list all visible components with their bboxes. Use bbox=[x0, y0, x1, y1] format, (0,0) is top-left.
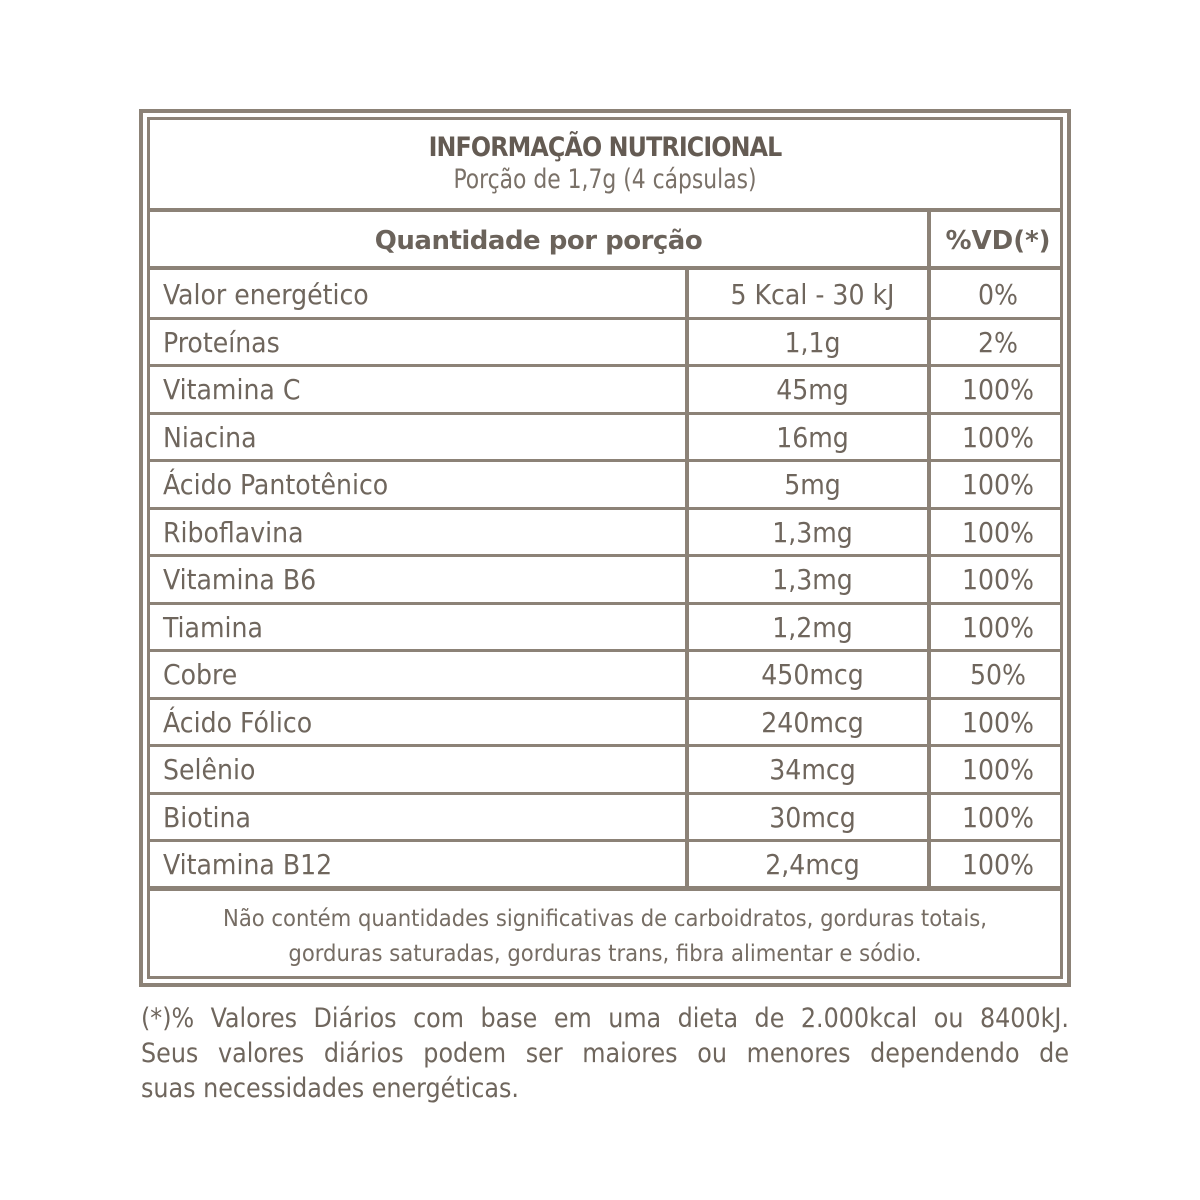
nutrient-daily-value: 100% bbox=[961, 420, 1034, 454]
divider-line bbox=[150, 208, 1060, 212]
nutrient-row bbox=[150, 320, 1060, 368]
nutrient-rows bbox=[150, 272, 1060, 890]
nutrient-daily-value: 50% bbox=[970, 658, 1026, 691]
nutrient-name: Vitamina C bbox=[163, 373, 301, 406]
nutrient-quantity: 2,4mcg bbox=[765, 848, 860, 881]
nutrient-name: Proteínas bbox=[163, 325, 280, 359]
table-title: INFORMAÇÃO NUTRICIONAL bbox=[428, 132, 782, 163]
nutrient-daily-value: 100% bbox=[961, 705, 1034, 739]
nutrient-quantity: 5mg bbox=[784, 468, 841, 501]
nutrient-name: Selênio bbox=[163, 753, 256, 786]
nutrient-quantity: 1,1g bbox=[784, 325, 841, 359]
divider-line bbox=[150, 266, 1060, 270]
nutrient-daily-value: 0% bbox=[978, 278, 1018, 311]
nutrient-daily-value: 100% bbox=[961, 468, 1034, 501]
nutrient-daily-value: 100% bbox=[961, 800, 1034, 834]
nutrient-name: Tiamina bbox=[163, 610, 263, 644]
divider-line bbox=[150, 886, 1060, 891]
nutrient-row bbox=[150, 462, 1060, 510]
column-header-row bbox=[150, 216, 1060, 266]
nutrient-row bbox=[150, 415, 1060, 463]
nutrient-row bbox=[150, 652, 1060, 700]
nutrient-quantity: 45mg bbox=[776, 373, 849, 406]
nutrient-daily-value: 100% bbox=[961, 610, 1034, 644]
table-title-block bbox=[150, 120, 1060, 208]
nutrient-row bbox=[150, 510, 1060, 558]
nutrient-name: Vitamina B6 bbox=[163, 563, 317, 596]
header-quantity-per-serving: Quantidade por porção bbox=[374, 226, 703, 256]
nutrition-table-inner-frame bbox=[147, 117, 1063, 979]
nutrient-row bbox=[150, 605, 1060, 653]
nutrient-name: Vitamina B12 bbox=[163, 848, 333, 881]
nutrient-name: Ácido Fólico bbox=[163, 705, 313, 739]
footnote-line: gorduras saturadas, gorduras trans, fibra alimentar e sódio. bbox=[288, 939, 922, 967]
nutrient-row bbox=[150, 367, 1060, 415]
nutrient-row bbox=[150, 272, 1060, 320]
nutrient-quantity: 1,3mg bbox=[772, 563, 853, 596]
nutrient-quantity: 5 Kcal - 30 kJ bbox=[730, 278, 895, 311]
serving-size: Porção de 1,7g (4 cápsulas) bbox=[453, 164, 757, 195]
disclaimer-line: suas necessidades energéticas. bbox=[141, 1073, 520, 1104]
nutrient-name: Ácido Pantotênico bbox=[163, 468, 389, 501]
nutrient-daily-value: 100% bbox=[961, 373, 1034, 406]
nutrient-quantity: 240mcg bbox=[761, 705, 864, 739]
table-footnote bbox=[150, 893, 1060, 983]
nutrient-name: Riboflavina bbox=[163, 515, 304, 549]
nutrient-quantity: 16mg bbox=[776, 420, 849, 454]
nutrient-row bbox=[150, 557, 1060, 605]
nutrient-quantity: 450mcg bbox=[761, 658, 864, 691]
nutrient-quantity: 1,3mg bbox=[772, 515, 853, 549]
disclaimer-line: Seus valores diários podem ser maiores ou menores dependendo de bbox=[141, 1038, 1069, 1069]
disclaimer-line: (*)% Valores Diários com base em uma dieta de 2.000kcal ou 8400kJ. bbox=[141, 1003, 1069, 1034]
nutrient-quantity: 34mcg bbox=[769, 753, 856, 786]
nutrient-daily-value: 2% bbox=[978, 325, 1018, 359]
nutrient-name: Niacina bbox=[163, 420, 257, 454]
nutrient-quantity: 1,2mg bbox=[772, 610, 853, 644]
nutrient-row bbox=[150, 795, 1060, 843]
nutrient-row bbox=[150, 700, 1060, 748]
nutrition-facts-table bbox=[139, 109, 1071, 987]
nutrient-daily-value: 100% bbox=[961, 753, 1034, 786]
nutrient-quantity: 30mcg bbox=[769, 800, 856, 834]
header-daily-value: %VD(*) bbox=[945, 226, 1051, 256]
nutrient-name: Valor energético bbox=[163, 278, 369, 311]
nutrient-name: Biotina bbox=[163, 800, 251, 834]
nutrient-row bbox=[150, 747, 1060, 795]
daily-value-disclaimer bbox=[141, 1001, 1069, 1106]
nutrient-row bbox=[150, 842, 1060, 890]
nutrient-daily-value: 100% bbox=[961, 848, 1034, 881]
nutrient-daily-value: 100% bbox=[961, 515, 1034, 549]
nutrient-daily-value: 100% bbox=[961, 563, 1034, 596]
nutrient-name: Cobre bbox=[163, 658, 238, 691]
footnote-line: Não contém quantidades significativas de carboidratos, gorduras totais, bbox=[223, 904, 987, 932]
